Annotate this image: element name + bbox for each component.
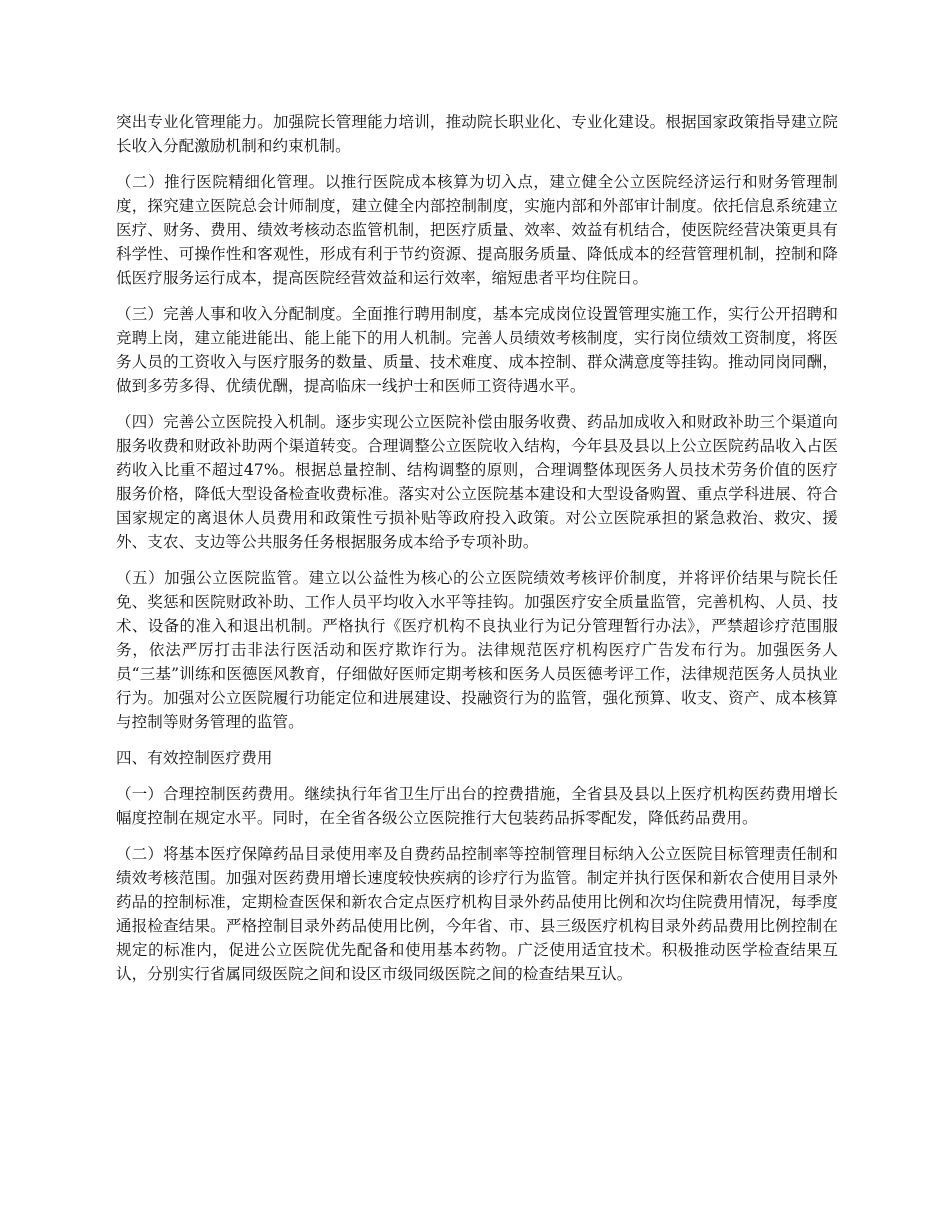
paragraph-control-drug-costs: （一）合理控制医药费用。继续执行年省卫生厅出台的控费措施，全省县及县以上医疗机构医药费用增长幅度控制在规定水平。同时，在全省各级公立医院推行大包装药品拆零配发，降低药品费用。 bbox=[116, 785, 838, 827]
document-body bbox=[116, 110, 838, 998]
paragraph-personnel-system: （三）完善人事和收入分配制度。全面推行聘用制度，基本完成岗位设置管理实施工作，实行公开招聘和竞聘上岗，建立能进能出、能上能下的用人机制。完善人员绩效考核制度，实行岗位绩效工资制度，将医务人员的工资收入与医疗服务的数量、质量、技术难度、成本控制、群众满意度等挂钩。推动同岗同酬，做到多劳多得、优绩优酬，提高临床一线护士和医师工资待遇水平。 bbox=[116, 305, 838, 395]
paragraph-investment-mechanism: （四）完善公立医院投入机制。逐步实现公立医院补偿由服务收费、药品加成收入和财政补助三个渠道向服务收费和财政补助两个渠道转变。合理调整公立医院收入结构，今年县及县以上公立医院药品收入占医药收入比重不超过47%。根据总量控制、结构调整的原则，合理调整体现医务人员技术劳务价值的医疗服务价格，降低大型设备检查收费标准。落实对公立医院基本建设和大型设备购置、重点学科进展、符合国家规定的离退休人员费用和政策性亏损补贴等政府投入政策。对公立医院承担的紧急救治、救灾、援外、支农、支边等公共服务任务根据服务成本给予专项补助。 bbox=[116, 413, 838, 551]
section-heading: 四、有效控制医疗费用 bbox=[116, 749, 273, 767]
paragraph-fine-management: （二）推行医院精细化管理。以推行医院成本核算为切入点，建立健全公立医院经济运行和财务管理制度，探究建立医院总会计师制度，建立健全内部控制制度，实施内部和外部审计制度。依托信息系统建立医疗、财务、费用、绩效考核动态监管机制，把医疗质量、效率、效益有机结合，使医院经营决策更具有科学性、可操作性和客观性，形成有利于节约资源、提高服务质量、降低成本的经营管理机制，控制和降低医疗服务运行成本，提高医院经营效益和运行效率，缩短患者平均住院日。 bbox=[116, 173, 838, 287]
paragraph-leadership-training: 突出专业化管理能力。加强院长管理能力培训，推动院长职业化、专业化建设。根据国家政策指导建立院长收入分配激励机制和约束机制。 bbox=[116, 113, 838, 155]
paragraph-drug-catalog-control: （二）将基本医疗保障药品目录使用率及自费药品控制率等控制管理目标纳入公立医院目标管理责任制和绩效考核范围。加强对医药费用增长速度较快疾病的诊疗行为监管。制定并执行医保和新农合使用目录外药品的控制标准，定期检查医保和新农合定点医疗机构目录外药品使用比例和次均住院费用情况，每季度通报检查结果。严格控制目录外药品使用比例，今年省、市、县三级医疗机构目录外药品费用比例控制在规定的标准内，促进公立医院优先配备和使用基本药物。广泛使用适宜技术。积极推动医学检查结果互认，分别实行省属同级医院之间和设区市级同级医院之间的检查结果互认。 bbox=[116, 845, 838, 983]
paragraph-hospital-supervision: （五）加强公立医院监管。建立以公益性为核心的公立医院绩效考核评价制度，并将评价结果与院长任免、奖惩和医院财政补助、工作人员平均收入水平等挂钩。加强医疗安全质量监管，完善机构、人员、技术、设备的准入和退出机制。严格执行《医疗机构不良执业行为记分管理暂行办法》，严禁超诊疗范围服务，依法严厉打击非法行医活动和医疗欺诈行为。法律规范医疗机构医疗广告发布行为。加强医务人员“三基”训练和医德医风教育，仔细做好医师定期考核和医务人员医德考评工作，法律规范医务人员执业行为。加强对公立医院履行功能定位和进展建设、投融资行为的监管，强化预算、收支、资产、成本核算与控制等财务管理的监管。 bbox=[116, 569, 838, 731]
